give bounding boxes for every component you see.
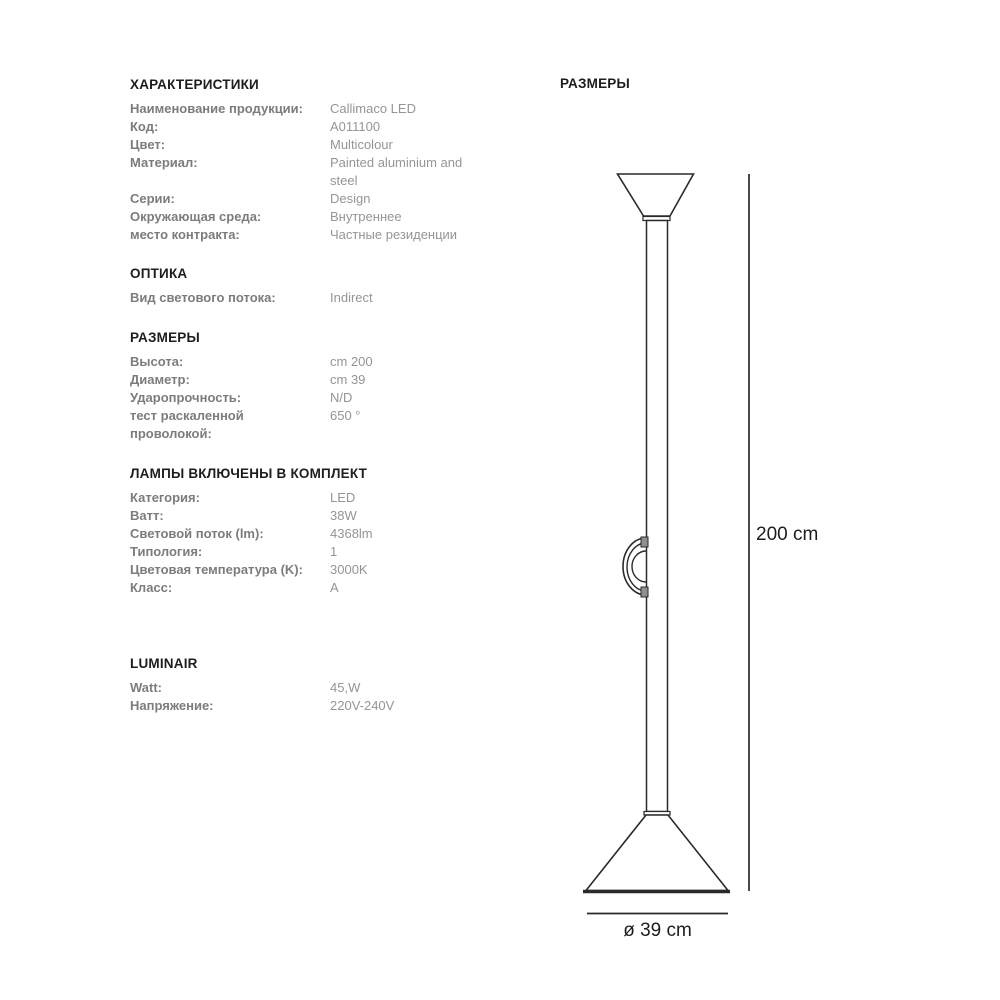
height-dimension-label: 200 cm (756, 524, 819, 545)
spec-value: Indirect (330, 290, 373, 305)
lamp-handle-mount-bottom (641, 587, 648, 597)
spec-value: Частные резиденции (330, 227, 458, 242)
spec-label: Световой поток (lm): (130, 526, 264, 541)
spec-label: Категория: (130, 490, 200, 505)
spec-value: 1 (330, 544, 338, 559)
spec-label: Типология: (130, 544, 203, 559)
spec-label: Цвет: (130, 137, 166, 152)
spec-value: Design (330, 191, 371, 206)
spec-value: N/D (330, 390, 353, 405)
diagram-section-title: РАЗМЕРЫ (560, 76, 630, 91)
spec-label: Серии: (130, 191, 175, 206)
lamp-handle-mount-top (641, 537, 648, 547)
lamp-base-cone (586, 815, 728, 891)
diameter-dimension-label: ø 39 cm (623, 920, 692, 941)
section-title: ХАРАКТЕРИСТИКИ (130, 77, 259, 92)
spec-label: Цветовая температура (K): (130, 562, 303, 577)
spec-value: 38W (330, 508, 357, 523)
spec-value: Внутреннее (330, 209, 402, 224)
spec-value: A (330, 580, 339, 595)
lamp-pole (647, 221, 668, 812)
spec-value: cm 200 (330, 354, 373, 369)
section-title: ЛАМПЫ ВКЛЮЧЕНЫ В КОМПЛЕКТ (130, 466, 368, 481)
section-title: РАЗМЕРЫ (130, 330, 200, 345)
spec-value: 45,W (330, 680, 361, 695)
section-title: ОПТИКА (130, 266, 188, 281)
spec-label: Высота: (130, 354, 184, 369)
spec-label: Код: (130, 119, 159, 134)
spec-value: cm 39 (330, 372, 366, 387)
section-title: LUMINAIR (130, 656, 198, 671)
spec-label: Диаметр: (130, 372, 190, 387)
spec-label: Вид светового потока: (130, 290, 276, 305)
spec-value: 650 ° (330, 408, 361, 423)
spec-label: тест раскаленной проволокой: (130, 408, 244, 441)
spec-value: LED (330, 490, 356, 505)
spec-label: место контракта: (130, 227, 240, 242)
spec-label: Наименование продукции: (130, 101, 303, 116)
spec-value: 3000K (330, 562, 368, 577)
lamp-handle-mid-arc (627, 543, 646, 591)
spec-value: Painted aluminium and steel (330, 155, 463, 188)
spec-label: Ватт: (130, 508, 164, 523)
spec-value: 4368lm (330, 526, 373, 541)
spec-value: A011100 (330, 119, 381, 134)
spec-label: Окружающая среда: (130, 209, 262, 224)
spec-value: 220V-240V (330, 698, 395, 713)
spec-label: Watt: (130, 680, 163, 695)
spec-label: Напряжение: (130, 698, 214, 713)
spec-label: Класс: (130, 580, 173, 595)
lamp-handle-inner-arc (632, 551, 646, 582)
spec-value: Multicolour (330, 137, 393, 152)
spec-label: Материал: (130, 155, 198, 170)
spec-value: Callimaco LED (330, 101, 416, 116)
spec-label: Ударопрочность: (130, 390, 242, 405)
lamp-top-cone (618, 174, 694, 216)
